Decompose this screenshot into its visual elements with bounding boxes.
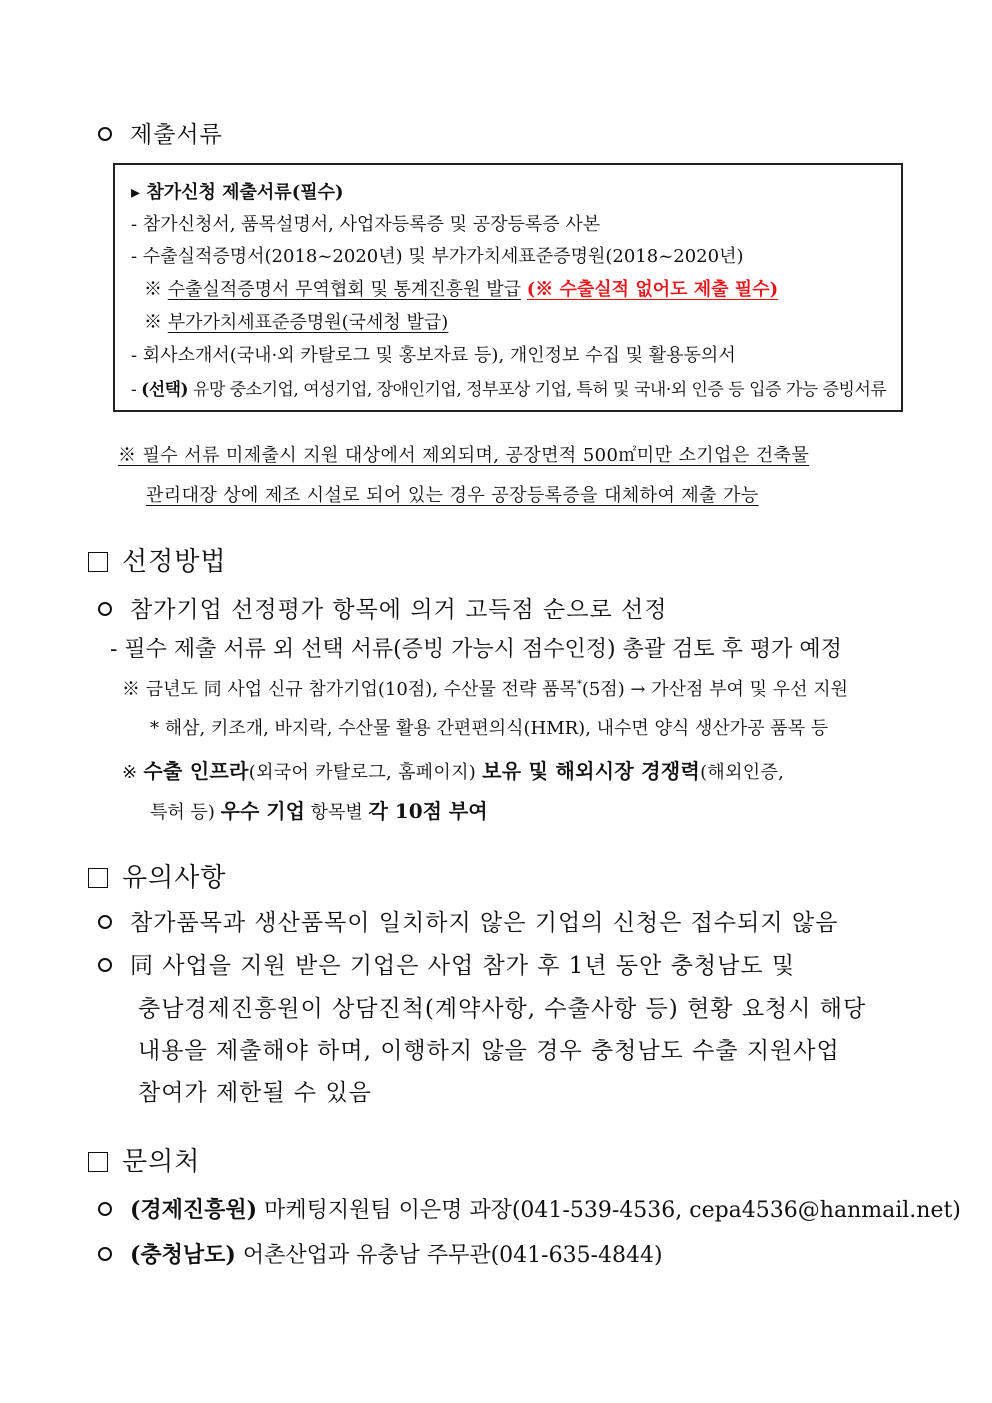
square-bullet-icon: [88, 1152, 108, 1172]
footnote-mark: *: [576, 679, 582, 690]
select-note-2-bold-2: 보유 및 해외시장 경쟁력: [482, 759, 701, 783]
select-dash: - 필수 제출 서류 외 선택 서류(증빙 가능시 점수인정) 총괄 검토 후 평가 예정: [110, 637, 842, 662]
box-line-2: - 수출실적증명서(2018~2020년) 및 부가가치세표준증명원(2018~2020년): [131, 246, 744, 267]
select-note-2-line-2: [150, 795, 488, 824]
circle-bullet-icon: [98, 602, 112, 616]
box-line-3-text: 수출실적증명서 무역협회 및 통계진흥원 발급: [167, 279, 521, 300]
box-line-3-red: (※ 수출실적 없어도 제출 필수): [526, 279, 779, 300]
select-note-2-text-2: (해외인증,: [700, 762, 785, 783]
select-note-2-l2-bold-2: 각 10점 부여: [368, 799, 488, 823]
caution-item-2-line-4: 참여가 제한될 수 있음: [138, 1080, 372, 1106]
reference-mark: ※: [144, 312, 162, 333]
circle-bullet-icon: [98, 915, 112, 929]
box-line-6-text: 유망 중소기업, 여성기업, 장애인기업, 정부포상 기업, 특허 및 국내·외 인증 등 입증 가능 증빙서류: [188, 380, 887, 400]
reference-mark: ※: [122, 762, 138, 783]
select-note-1-text: 금년도 同 사업 신규 참가기업(10점), 수산물 전략 품목: [145, 679, 577, 700]
docs-title: 제출서류: [130, 122, 223, 148]
box-line-4: [144, 308, 448, 334]
caution-item-1-text: 참가품목과 생산품목이 일치하지 않은 기업의 신청은 접수되지 않음: [130, 910, 839, 936]
caution-item-2-line-3: 내용을 제출해야 하며, 이행하지 않을 경우 충청남도 수출 지원사업: [138, 1038, 840, 1064]
select-heading: [88, 541, 226, 578]
reference-mark: ※: [122, 679, 140, 700]
box-line-6: [131, 375, 886, 400]
contact-2: [98, 1238, 663, 1269]
note-line-1: ※ 필수 서류 미제출시 지원 대상에서 제외되며, 공장면적 500㎡미만 소기업은 건축물: [118, 445, 810, 466]
box-line-4-text: 부가가치세표준증명원(국세청 발급): [167, 312, 449, 333]
square-bullet-icon: [88, 868, 108, 888]
select-item-text: 참가기업 선정평가 항목에 의거 고득점 순으로 선정: [130, 597, 668, 623]
circle-bullet-icon: [98, 1247, 112, 1261]
contact-2-org: (충청남도): [130, 1242, 236, 1268]
circle-bullet-icon: [98, 958, 112, 972]
box-line-6-dash: -: [131, 380, 142, 400]
docs-heading: [98, 116, 223, 149]
select-note-2-text-1: (외국어 카탈로그, 홈페이지): [248, 762, 483, 783]
reference-mark: ※: [144, 279, 162, 300]
contact-1-text: 마케팅지원팀 이은명 과장(041-539-4536, cepa4536@hanmail.net): [257, 1198, 961, 1223]
box-line-6-bold: (선택): [141, 380, 189, 400]
contact-1-org: (경제진흥원): [130, 1197, 258, 1223]
caution-item-2: [98, 947, 795, 980]
square-bullet-icon: [88, 552, 108, 572]
select-title: 선정방법: [122, 547, 227, 577]
triangle-bullet-icon: ▸: [131, 182, 141, 203]
select-note-2-bold-1: 수출 인프라: [143, 759, 249, 783]
select-note-1: [122, 675, 848, 701]
select-note-2-l2-bold-1: 우수 기업: [220, 799, 305, 823]
select-item: [98, 591, 667, 624]
box-line-3: [144, 275, 778, 301]
select-note-2: [122, 755, 784, 784]
caution-title: 유의사항: [122, 863, 227, 893]
circle-bullet-icon: [98, 1202, 112, 1216]
caution-item-2-line-2: 충남경제진흥원이 상담진척(계약사항, 수출사항 등) 현황 요청시 해당: [138, 996, 867, 1022]
select-note-1-sub: * 해삼, 키조개, 바지락, 수산물 활용 간편편의식(HMR), 내수면 양식 생산가공 품목 등: [150, 718, 829, 739]
select-note-2-l2-text-1: 특허 등): [150, 802, 221, 823]
box-head: [131, 178, 344, 204]
contact-1: [98, 1193, 961, 1224]
box-line-1: - 참가신청서, 품목설명서, 사업자등록증 및 공장등록증 사본: [131, 214, 601, 235]
contact-2-text: 어촌산업과 유충남 주무관(041-635-4844): [235, 1243, 663, 1268]
select-note-1-tail: (5점) → 가산점 부여 및 우선 지원: [581, 679, 849, 700]
caution-heading: [88, 857, 226, 894]
note-line-2: 관리대장 상에 제조 시설로 되어 있는 경우 공장등록증을 대체하여 제출 가능: [146, 485, 759, 506]
box-head-text: 참가신청 제출서류(필수): [146, 182, 344, 203]
contact-heading: [88, 1141, 200, 1178]
circle-bullet-icon: [98, 127, 112, 141]
contact-title: 문의처: [122, 1147, 201, 1177]
caution-item-1: [98, 904, 838, 937]
select-note-2-l2-text-2: 항목별: [304, 802, 369, 823]
caution-item-2-line-1: 同 사업을 지원 받은 기업은 사업 참가 후 1년 동안 충청남도 및: [130, 953, 796, 979]
box-line-5: - 회사소개서(국내·외 카탈로그 및 홍보자료 등), 개인정보 수집 및 활용동의서: [131, 345, 736, 366]
